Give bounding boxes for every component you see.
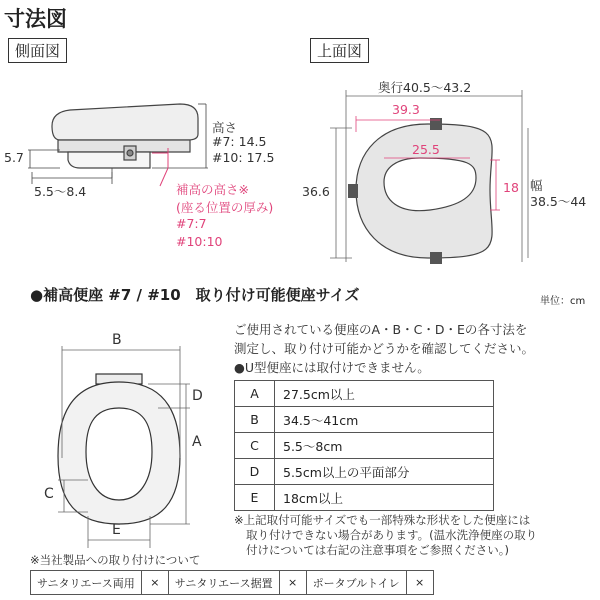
top-left-height: 36.6 (302, 184, 330, 199)
side-depth: 5.5〜8.4 (34, 184, 87, 199)
side-left-height: 5.7 (4, 150, 24, 165)
desc-line-3: ●U型便座には取付けできません。 (234, 360, 430, 375)
desc-line-2: 測定し、取り付け可能かどうかを確認してください。 (234, 341, 535, 356)
side-seat-shell (52, 104, 198, 140)
spec-value: 34.5〜41cm (275, 407, 494, 433)
top-view-drawing (348, 118, 492, 264)
side-height-7: #7: 14.5 (212, 134, 267, 149)
table-row (235, 381, 494, 407)
product-mark: × (141, 571, 168, 595)
spec-table (234, 380, 494, 511)
product-name: ポータブルトイレ (306, 571, 406, 595)
side-view-label: 側面図 (8, 38, 67, 63)
top-width-label: 幅 (530, 178, 543, 193)
spec-value: 5.5cm以上の平面部分 (275, 459, 494, 485)
desc-line-1: ご使用されている便座のA・B・C・D・Eの各寸法を (234, 322, 528, 337)
unit-label: 単位：cm (540, 296, 586, 307)
product-compat-table (30, 570, 434, 595)
measure-label-a: A (192, 434, 202, 450)
note-line-3: 付けについては右記の注意事項をご参照ください。) (246, 543, 510, 557)
product-name: サニタリエース据置 (168, 571, 279, 595)
side-view-drawing (28, 104, 208, 184)
measure-label-c: C (44, 486, 54, 502)
table-row (235, 459, 494, 485)
raise-height-leader (152, 148, 168, 186)
top-depth: 奥行40.5〜43.2 (378, 80, 472, 95)
product-mark: × (406, 571, 433, 595)
side-height-10: #10: 17.5 (212, 150, 275, 165)
top-width-value: 38.5〜44 (530, 194, 587, 209)
spec-key: D (235, 459, 275, 485)
measure-seat-inner (86, 408, 152, 500)
note-line-1: ※上記取付可能サイズでも一部特殊な形状をした便座には (234, 513, 531, 527)
top-inner-width: 25.5 (412, 142, 440, 157)
top-inner-height: 18 (503, 180, 519, 195)
section-heading: ●補高便座 #7 / #10 取り付け可能便座サイズ (30, 286, 360, 304)
table-row (235, 433, 494, 459)
raise-10: #10:10 (176, 234, 223, 249)
raise-7: #7:7 (176, 216, 207, 231)
compat-title: ※当社製品への取り付けについて (30, 553, 201, 567)
spec-key: E (235, 485, 275, 511)
table-row (31, 571, 434, 595)
spec-key: C (235, 433, 275, 459)
product-name: サニタリエース両用 (31, 571, 142, 595)
raise-label-2: (座る位置の厚み) (176, 200, 274, 215)
side-height-label: 高さ (212, 120, 238, 135)
table-row (235, 407, 494, 433)
measure-label-b: B (112, 332, 122, 348)
page-title: 寸法図 (4, 7, 67, 31)
note-line-2: 取り付けできない場合があります。(温水洗浄便座の取り (246, 528, 538, 542)
spec-value: 27.5cm以上 (275, 381, 494, 407)
spec-key: B (235, 407, 275, 433)
measure-label-e: E (112, 522, 121, 538)
spec-key: A (235, 381, 275, 407)
spec-value: 5.5〜8cm (275, 433, 494, 459)
top-view-label: 上面図 (310, 38, 369, 63)
table-row (235, 485, 494, 511)
product-mark: × (279, 571, 306, 595)
side-lower-bracket (68, 152, 150, 168)
measure-label-d: D (192, 388, 203, 404)
spec-value: 18cm以上 (275, 485, 494, 511)
top-outer-width: 39.3 (392, 102, 420, 117)
measure-diagram (58, 374, 180, 524)
raise-label-1: 補高の高さ※ (176, 182, 249, 197)
